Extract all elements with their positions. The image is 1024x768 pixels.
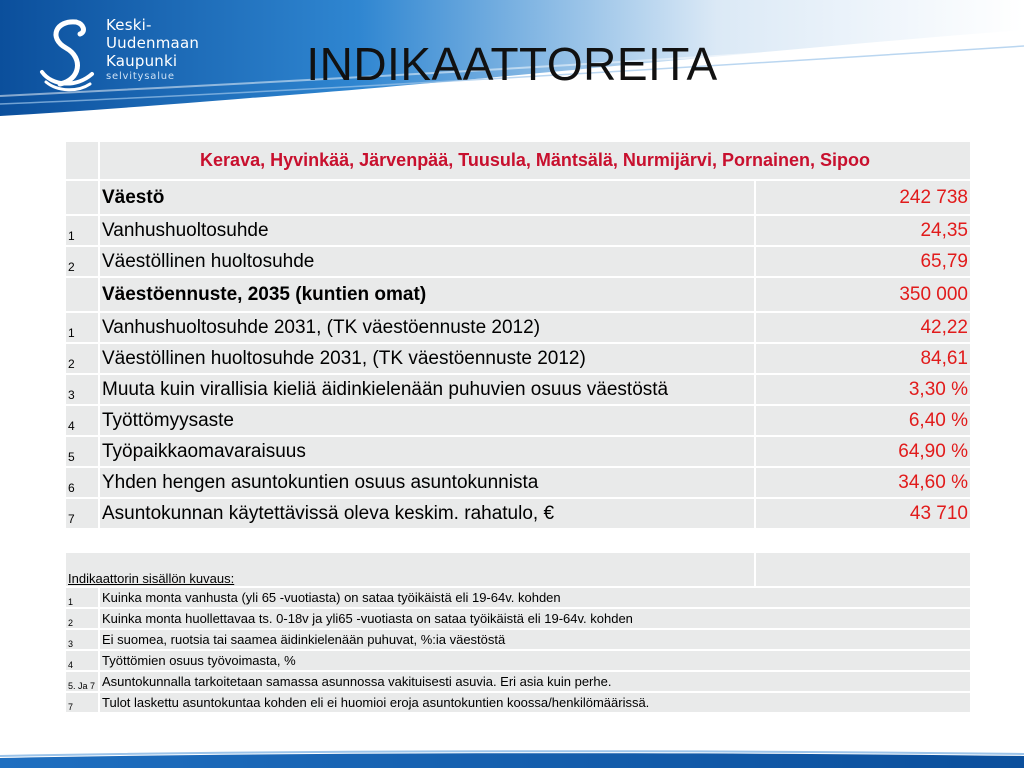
row-value: 65,79 bbox=[756, 247, 970, 276]
description-table bbox=[64, 551, 972, 714]
list-item bbox=[66, 672, 970, 691]
list-item bbox=[66, 651, 970, 670]
note-text: Asuntokunnalla tarkoitetaan samassa asunnossa vakituisesti asuvia. Eri asia kuin perhe. bbox=[100, 672, 970, 691]
note-text: Kuinka monta huollettavaa ts. 0-18v ja yli65 -vuotiasta on sataa työikäistä eli 19-64v. kohden bbox=[100, 609, 970, 628]
row-value: 34,60 % bbox=[756, 468, 970, 497]
header-blank-cell bbox=[66, 142, 98, 179]
list-item bbox=[66, 693, 970, 712]
table-row bbox=[66, 181, 970, 214]
row-label: Työttömyysaste bbox=[100, 406, 754, 435]
table-row bbox=[66, 468, 970, 497]
note-text: Tulot laskettu asuntokuntaa kohden eli ei huomioi eroja asuntokuntien koossa/henkilömäärissä. bbox=[100, 693, 970, 712]
row-label: Väestöennuste, 2035 (kuntien omat) bbox=[100, 278, 754, 311]
row-number: 2 bbox=[66, 247, 98, 276]
list-item bbox=[66, 588, 970, 607]
note-text: Työttömien osuus työvoimasta, % bbox=[100, 651, 970, 670]
brand-line-1: Keski- bbox=[106, 16, 152, 34]
row-label: Yhden hengen asuntokuntien osuus asuntokunnista bbox=[100, 468, 754, 497]
note-number: 7 bbox=[66, 693, 98, 712]
row-value: 6,40 % bbox=[756, 406, 970, 435]
note-number: 1 bbox=[66, 588, 98, 607]
row-value: 42,22 bbox=[756, 313, 970, 342]
municipalities-header: Kerava, Hyvinkää, Järvenpää, Tuusula, Mäntsälä, Nurmijärvi, Pornainen, Sipoo bbox=[100, 142, 970, 179]
row-number: 5 bbox=[66, 437, 98, 466]
row-number: 1 bbox=[66, 313, 98, 342]
footer-wave-graphic bbox=[0, 750, 1024, 768]
indicator-table bbox=[64, 140, 972, 530]
row-number: 6 bbox=[66, 468, 98, 497]
row-value: 64,90 % bbox=[756, 437, 970, 466]
table-row bbox=[66, 313, 970, 342]
note-text: Ei suomea, ruotsia tai saamea äidinkielenään puhuvat, %:ia väestöstä bbox=[100, 630, 970, 649]
row-number: 1 bbox=[66, 216, 98, 245]
row-label: Väestö bbox=[100, 181, 754, 214]
row-value: 350 000 bbox=[756, 278, 970, 311]
footer-wave bbox=[0, 750, 1024, 768]
row-value: 3,30 % bbox=[756, 375, 970, 404]
indicator-table-header-row bbox=[66, 142, 970, 179]
note-text: Kuinka monta vanhusta (yli 65 -vuotiasta) on sataa työikäistä eli 19-64v. kohden bbox=[100, 588, 970, 607]
table-row bbox=[66, 216, 970, 245]
row-number bbox=[66, 181, 98, 214]
brand-line-2: Uudenmaan bbox=[106, 34, 200, 52]
row-label: Vanhushuoltosuhde 2031, (TK väestöennuste 2012) bbox=[100, 313, 754, 342]
note-number: 2 bbox=[66, 609, 98, 628]
note-number: 3 bbox=[66, 630, 98, 649]
row-label: Muuta kuin virallisia kieliä äidinkielenään puhuvien osuus väestöstä bbox=[100, 375, 754, 404]
note-number: 5. Ja 7 bbox=[66, 672, 98, 691]
row-number: 2 bbox=[66, 344, 98, 373]
brand-line-3: Kaupunki bbox=[106, 52, 178, 70]
brand-line-4: selvitysalue bbox=[106, 71, 175, 82]
note-number: 4 bbox=[66, 651, 98, 670]
row-number bbox=[66, 278, 98, 311]
row-label: Väestöllinen huoltosuhde 2031, (TK väestöennuste 2012) bbox=[100, 344, 754, 373]
row-value: 84,61 bbox=[756, 344, 970, 373]
description-header-blank bbox=[756, 553, 970, 586]
table-row bbox=[66, 344, 970, 373]
table-row bbox=[66, 375, 970, 404]
row-label: Asuntokunnan käytettävissä oleva keskim. rahatulo, € bbox=[100, 499, 754, 528]
row-number: 7 bbox=[66, 499, 98, 528]
description-title: Indikaattorin sisällön kuvaus: bbox=[66, 553, 754, 586]
row-number: 4 bbox=[66, 406, 98, 435]
list-item bbox=[66, 609, 970, 628]
row-value: 242 738 bbox=[756, 181, 970, 214]
description-header-row bbox=[66, 553, 970, 586]
row-label: Vanhushuoltosuhde bbox=[100, 216, 754, 245]
table-row bbox=[66, 278, 970, 311]
row-value: 43 710 bbox=[756, 499, 970, 528]
row-label: Työpaikkaomavaraisuus bbox=[100, 437, 754, 466]
row-value: 24,35 bbox=[756, 216, 970, 245]
table-row bbox=[66, 247, 970, 276]
slide-title: INDIKAATTOREITA bbox=[306, 38, 718, 90]
table-row bbox=[66, 437, 970, 466]
table-row bbox=[66, 499, 970, 528]
row-label: Väestöllinen huoltosuhde bbox=[100, 247, 754, 276]
table-row bbox=[66, 406, 970, 435]
row-number: 3 bbox=[66, 375, 98, 404]
list-item bbox=[66, 630, 970, 649]
